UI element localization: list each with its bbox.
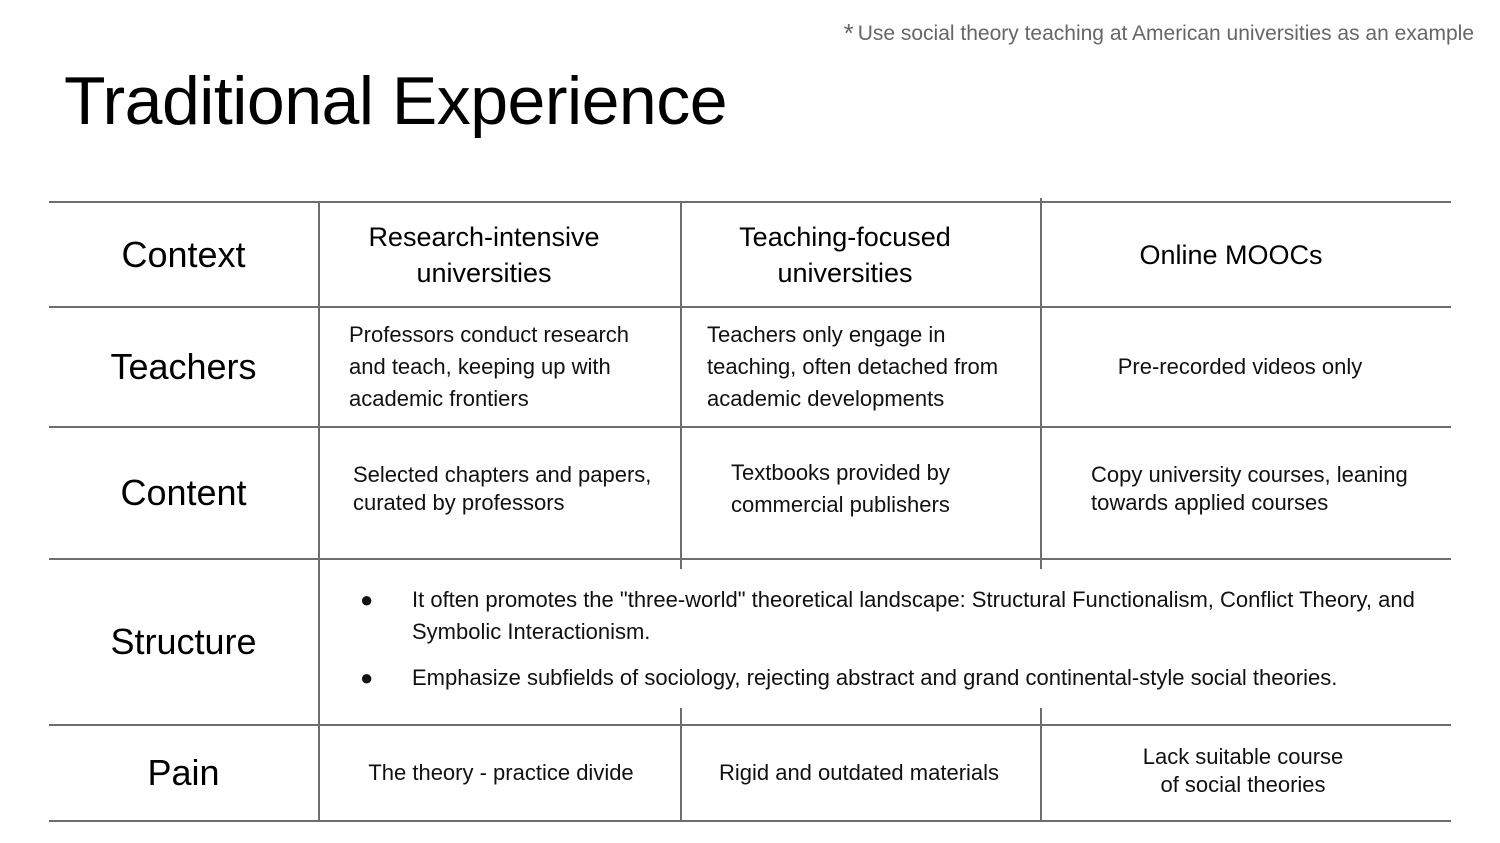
structure-bullet-1 — [360, 584, 1420, 648]
row-label-content: Content — [120, 472, 247, 513]
content-research-intensive: Selected chapters and papers, curated by professors — [353, 462, 652, 515]
structure-bullet-list — [360, 584, 1420, 708]
pain-research-intensive: The theory - practice divide — [368, 760, 634, 785]
pain-online-line1: Lack suitable course — [1142, 744, 1344, 769]
page-title: Traditional Experience — [64, 63, 728, 139]
footnote-note — [843, 18, 1474, 53]
content-online-moocs: Copy university courses, leaning towards applied courses — [1091, 462, 1408, 515]
structure-bullet-1-text: It often promotes the "three-world" theoretical landscape: Structural Functionalism, Conflict Theory, and Symbolic Interactionism. — [412, 587, 1415, 644]
context-research-line2: universities — [416, 257, 552, 288]
teachers-research-intensive: Professors conduct research and teach, keeping up with academic frontiers — [349, 322, 630, 411]
bullet-dot: ● — [360, 665, 374, 690]
row-label-teachers: Teachers — [110, 346, 257, 387]
context-research-intensive — [320, 203, 648, 306]
context-online-moocs: Online MOOCs — [1139, 239, 1323, 270]
row-label-pain: Pain — [147, 752, 220, 793]
teachers-teaching-focused: Teachers only engage in teaching, often detached from academic developments — [707, 322, 999, 411]
table-rule-bottom — [49, 820, 1451, 822]
structure-bullet-2 — [360, 662, 1420, 694]
row-label-structure: Structure — [110, 621, 257, 662]
content-teaching-focused: Textbooks provided by commercial publishers — [731, 460, 950, 517]
pain-online-line2: of social theories — [1160, 772, 1326, 797]
pain-online-moocs — [1042, 726, 1444, 816]
bullet-dot: ● — [360, 587, 374, 612]
row-label-context: Context — [121, 233, 246, 275]
teachers-online-moocs: Pre-recorded videos only — [1117, 354, 1363, 379]
context-teaching-focused — [682, 203, 1008, 306]
structure-bullet-2-text: Emphasize subfields of sociology, rejecting abstract and grand continental-style social theories. — [412, 665, 1338, 690]
asterisk: * — [843, 18, 854, 48]
context-teaching-line2: universities — [777, 257, 913, 288]
footnote-text: Use social theory teaching at American universities as an example — [857, 22, 1474, 45]
pain-teaching-focused: Rigid and outdated materials — [718, 760, 1000, 785]
context-teaching-line1: Teaching-focused — [739, 221, 951, 252]
context-research-line1: Research-intensive — [368, 221, 600, 252]
